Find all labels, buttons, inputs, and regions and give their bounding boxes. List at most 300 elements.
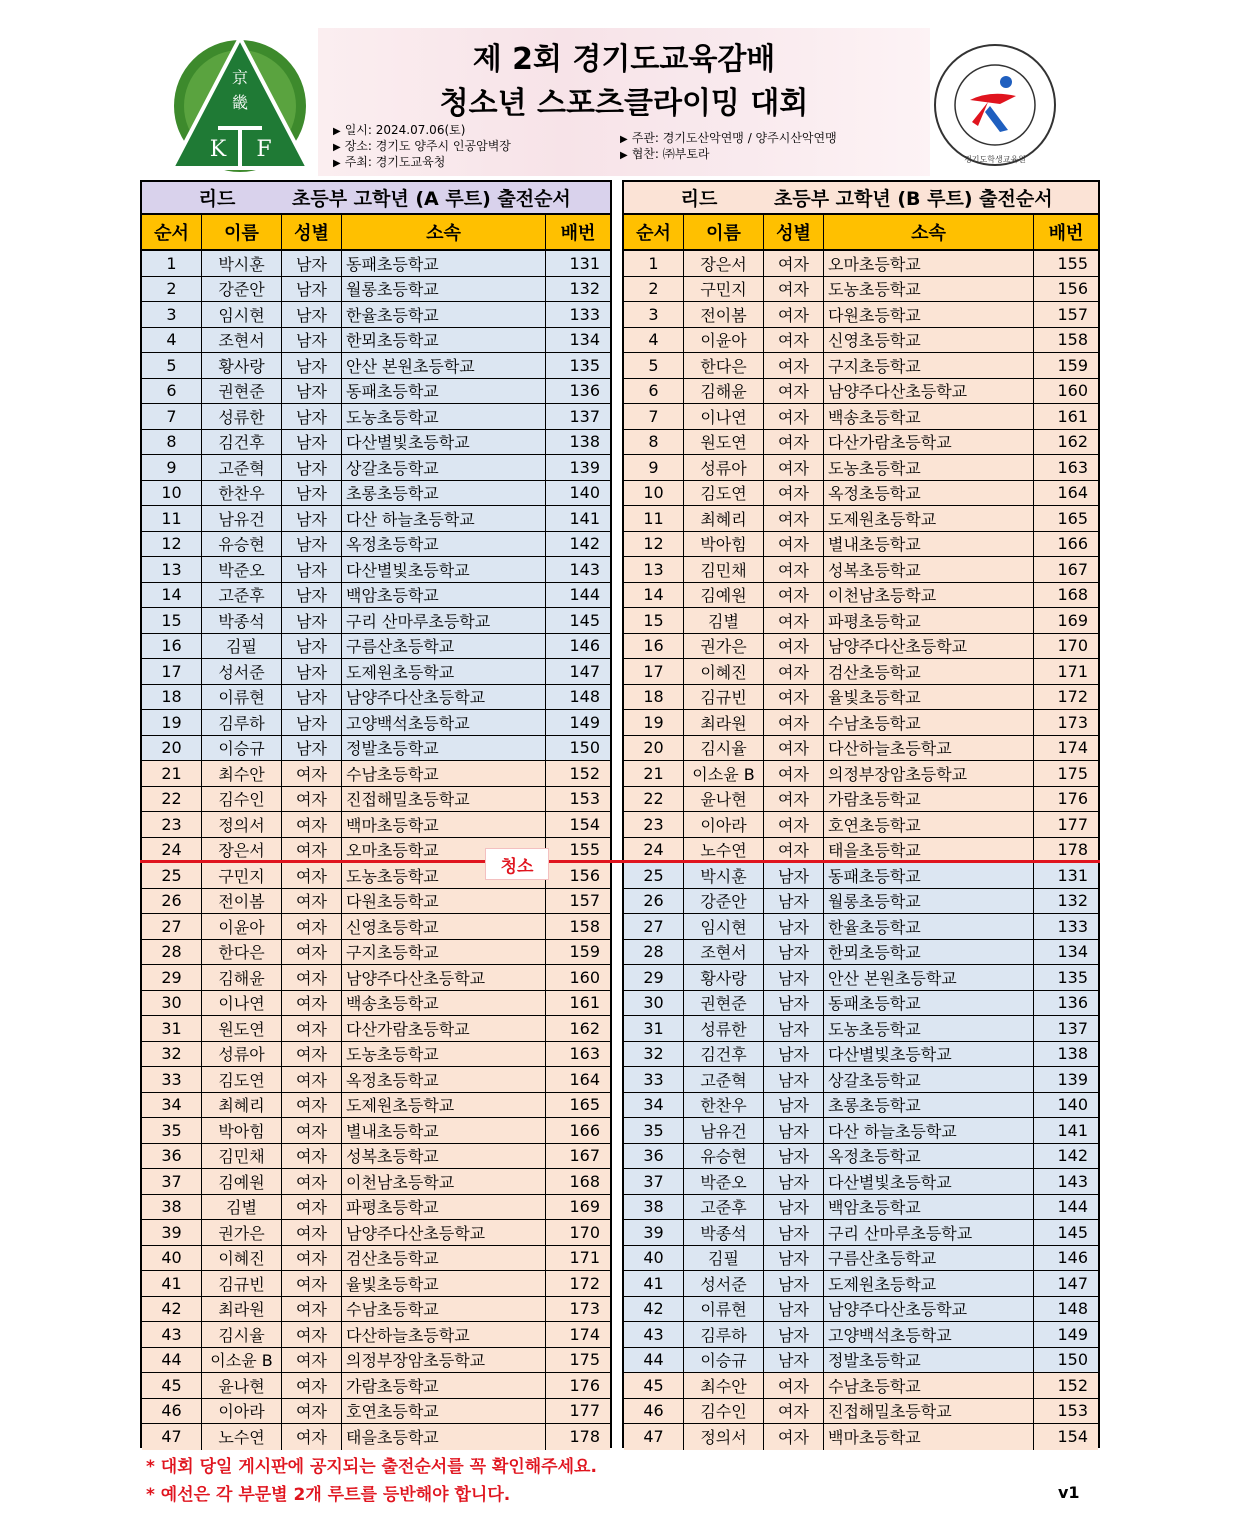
cell-school: 백암초등학교 [824,1195,1034,1220]
cell-bib: 166 [569,1120,600,1140]
cell-order: 10 [142,481,202,506]
cell-school: 도농초등학교 [342,404,546,429]
table-row [624,328,1098,354]
cell-name: 김민채 [684,557,764,582]
table-row [142,736,610,762]
cell-gender: 남자 [764,1195,824,1220]
cell-name: 강준안 [684,889,764,914]
cell-name: 황사랑 [202,353,282,378]
cell-gender: 남자 [282,506,342,531]
cell-gender: 남자 [282,251,342,276]
cell-name: 최혜리 [202,1093,282,1118]
cell-name: 유승현 [684,1144,764,1169]
cell-name: 강준안 [202,277,282,302]
cell-name: 김수인 [202,787,282,812]
table-row [624,659,1098,685]
table-row [624,787,1098,813]
cell-gender: 남자 [282,353,342,378]
table-row [142,1093,610,1119]
table-row [142,1067,610,1093]
cell-order: 11 [624,506,684,531]
cell-gender: 남자 [282,455,342,480]
table-row [142,634,610,660]
cell-order: 15 [624,608,684,633]
cell-school: 구지초등학교 [342,940,546,965]
cell-name: 성류아 [684,455,764,480]
cell-gender: 남자 [282,302,342,327]
table-row [624,1042,1098,1068]
cell-name: 박시훈 [684,863,764,888]
table-row [624,251,1098,277]
cell-order: 42 [142,1297,202,1322]
cell-school: 한율초등학교 [824,914,1034,939]
table-row [624,430,1098,456]
cell-school: 성복초등학교 [824,557,1034,582]
cell-gender: 여자 [282,1220,342,1245]
cell-gender: 남자 [282,634,342,659]
cell-name: 권현준 [202,379,282,404]
cell-name: 김건후 [684,1042,764,1067]
cell-order: 46 [624,1399,684,1424]
cell-school: 도농초등학교 [824,1016,1034,1041]
table-row [142,710,610,736]
cell-school: 남양주다산초등학교 [824,634,1034,659]
cell-order: 1 [142,251,202,276]
table-row [624,1373,1098,1399]
cell-order: 9 [624,455,684,480]
cell-name: 김필 [202,634,282,659]
cell-gender: 여자 [282,1195,342,1220]
cell-gender: 여자 [282,940,342,965]
cell-school: 상갈초등학교 [342,455,546,480]
cell-gender: 여자 [282,787,342,812]
cell-order: 2 [624,277,684,302]
cell-order: 31 [624,1016,684,1041]
svg-text:京: 京 [231,68,249,87]
cell-school: 태을초등학교 [342,1424,546,1450]
cell-school: 옥정초등학교 [342,1067,546,1092]
cell-gender: 여자 [764,404,824,429]
cell-bib: 158 [569,916,600,936]
cell-name: 윤나현 [684,787,764,812]
cell-order: 38 [624,1195,684,1220]
cell-name: 김규빈 [202,1271,282,1296]
table-row [624,506,1098,532]
cell-bib: 158 [1057,330,1088,350]
cell-order: 8 [624,430,684,455]
cell-bib: 144 [569,585,600,605]
cell-name: 장은서 [202,838,282,863]
cell-gender: 여자 [282,863,342,888]
cell-school: 검산초등학교 [342,1246,546,1271]
table-row [624,608,1098,634]
cell-name: 남유건 [684,1118,764,1143]
cell-school: 수남초등학교 [824,710,1034,735]
cell-bib: 157 [569,891,600,911]
cell-order: 24 [624,838,684,863]
cell-name: 한다은 [202,940,282,965]
cell-school: 남양주다산초등학교 [342,965,546,990]
cell-gender: 남자 [282,404,342,429]
cell-bib: 148 [569,687,600,707]
table-row [624,812,1098,838]
table-row [624,583,1098,609]
cell-school: 남양주다산초등학교 [342,1220,546,1245]
table-row [624,481,1098,507]
table-row [624,736,1098,762]
cell-gender: 여자 [764,379,824,404]
cell-name: 김건후 [202,430,282,455]
cell-order: 3 [624,302,684,327]
table-b-header [624,215,1098,251]
table-row [142,455,610,481]
cell-bib: 170 [1057,636,1088,656]
col-order: 순서 [624,215,684,249]
cell-name: 이승규 [202,736,282,761]
cell-school: 도제원초등학교 [824,1271,1034,1296]
cell-school: 다산 하늘초등학교 [342,506,546,531]
cell-name: 박아힘 [684,532,764,557]
cell-bib: 165 [569,1095,600,1115]
cell-name: 이나연 [684,404,764,429]
cell-bib: 171 [1057,661,1088,681]
cell-bib: 170 [569,1222,600,1242]
cell-gender: 여자 [282,838,342,863]
cell-bib: 131 [1057,865,1088,885]
cell-school: 정발초등학교 [342,736,546,761]
cell-gender: 남자 [764,1271,824,1296]
cell-order: 43 [624,1322,684,1347]
cell-order: 41 [624,1271,684,1296]
cell-school: 수남초등학교 [342,1297,546,1322]
cell-bib: 138 [1057,1044,1088,1064]
cell-bib: 164 [569,1069,600,1089]
cell-order: 33 [142,1067,202,1092]
cell-bib: 133 [1057,916,1088,936]
cell-school: 오마초등학교 [824,251,1034,276]
cell-gender: 남자 [282,481,342,506]
cell-order: 15 [142,608,202,633]
cell-order: 25 [142,863,202,888]
cell-gender: 남자 [282,736,342,761]
cell-school: 안산 본원초등학교 [824,965,1034,990]
cell-name: 김시율 [684,736,764,761]
start-order-table-a [140,180,612,1448]
cell-order: 10 [624,481,684,506]
col-gender: 성별 [282,215,342,249]
table-row [142,787,610,813]
cell-bib: 136 [1057,993,1088,1013]
svg-text:경기도학생교육원: 경기도학생교육원 [964,155,1026,164]
table-row [142,430,610,456]
cell-gender: 여자 [764,812,824,837]
cell-order: 37 [624,1169,684,1194]
cell-name: 노수연 [202,1424,282,1450]
cell-order: 8 [142,430,202,455]
cell-school: 신영초등학교 [342,914,546,939]
cell-order: 12 [624,532,684,557]
cell-gender: 여자 [764,557,824,582]
cell-school: 안산 본원초등학교 [342,353,546,378]
start-order-table-b [622,180,1100,1448]
cell-name: 노수연 [684,838,764,863]
table-row [142,404,610,430]
cell-bib: 156 [1057,279,1088,299]
cell-gender: 여자 [764,787,824,812]
cell-name: 김민채 [202,1144,282,1169]
cell-name: 구민지 [684,277,764,302]
cell-gender: 남자 [282,710,342,735]
cell-order: 26 [142,889,202,914]
cell-order: 42 [624,1297,684,1322]
table-row [624,1271,1098,1297]
cell-bib: 152 [569,763,600,783]
cell-order: 9 [142,455,202,480]
cell-gender: 남자 [282,583,342,608]
cell-name: 유승현 [202,532,282,557]
cell-school: 월롱초등학교 [824,889,1034,914]
table-row [142,608,610,634]
col-name: 이름 [684,215,764,249]
cell-bib: 146 [1057,1248,1088,1268]
cell-order: 45 [142,1373,202,1398]
cell-bib: 139 [569,457,600,477]
cell-name: 이류현 [202,685,282,710]
cell-school: 동패초등학교 [342,379,546,404]
cell-gender: 남자 [282,685,342,710]
cell-order: 28 [142,940,202,965]
cell-school: 한뫼초등학교 [342,328,546,353]
cell-gender: 여자 [764,634,824,659]
cell-name: 고준후 [202,583,282,608]
cell-name: 성서준 [202,659,282,684]
federation-logo [160,28,320,178]
cell-order: 24 [142,838,202,863]
cell-order: 25 [624,863,684,888]
cell-bib: 176 [1057,789,1088,809]
cell-order: 33 [624,1067,684,1092]
cell-gender: 여자 [282,1093,342,1118]
cell-gender: 여자 [764,1399,824,1424]
info-sponsor: ▶ 협찬: ㈜부토라 [620,147,710,161]
table-row [624,685,1098,711]
cell-order: 21 [142,761,202,786]
cell-school: 도제원초등학교 [342,1093,546,1118]
cell-bib: 166 [1057,534,1088,554]
cell-school: 구지초등학교 [824,353,1034,378]
cell-school: 동패초등학교 [824,991,1034,1016]
cell-name: 김루하 [202,710,282,735]
table-row [142,1322,610,1348]
cell-gender: 여자 [764,1424,824,1450]
cell-order: 41 [142,1271,202,1296]
cell-gender: 남자 [764,1246,824,1271]
cell-bib: 139 [1057,1069,1088,1089]
svg-text:K: K [209,137,227,162]
table-row [624,1067,1098,1093]
table-row [142,557,610,583]
cell-bib: 141 [1057,1120,1088,1140]
table-row [142,1373,610,1399]
table-row [142,583,610,609]
cell-school: 진접해밀초등학교 [342,787,546,812]
cell-gender: 여자 [764,455,824,480]
cell-bib: 147 [569,661,600,681]
table-row [624,353,1098,379]
cell-name: 조현서 [684,940,764,965]
table-row [142,1246,610,1272]
cell-gender: 여자 [764,761,824,786]
cell-gender: 여자 [282,965,342,990]
cell-order: 12 [142,532,202,557]
cell-name: 이소윤 B [684,761,764,786]
cell-order: 32 [142,1042,202,1067]
cell-bib: 161 [1057,406,1088,426]
cell-school: 고양백석초등학교 [824,1322,1034,1347]
table-row [142,1169,610,1195]
cell-school: 율빛초등학교 [824,685,1034,710]
cell-school: 의정부장암초등학교 [342,1348,546,1373]
cell-name: 김도연 [202,1067,282,1092]
col-gender: 성별 [764,215,824,249]
cell-bib: 162 [1057,432,1088,452]
cell-order: 7 [142,404,202,429]
cell-order: 31 [142,1016,202,1041]
institute-logo [930,40,1060,170]
cell-name: 이승규 [684,1348,764,1373]
cell-name: 이아라 [202,1399,282,1424]
cell-name: 권가은 [684,634,764,659]
cell-school: 남양주다산초등학교 [824,1297,1034,1322]
cell-school: 백암초등학교 [342,583,546,608]
cell-school: 다원초등학교 [824,302,1034,327]
cell-order: 23 [624,812,684,837]
cell-name: 장은서 [684,251,764,276]
svg-text:畿: 畿 [231,93,249,112]
cell-order: 44 [624,1348,684,1373]
cell-order: 4 [142,328,202,353]
note-two-routes: * 예선은 각 부문별 2개 루트를 등반해야 합니다. [146,1485,511,1505]
cell-gender: 여자 [764,481,824,506]
cell-order: 6 [624,379,684,404]
cell-school: 의정부장암초등학교 [824,761,1034,786]
cell-name: 성류한 [202,404,282,429]
cell-school: 남양주다산초등학교 [342,685,546,710]
table-row [624,710,1098,736]
table-row [624,863,1098,889]
cell-order: 13 [142,557,202,582]
col-school: 소속 [342,215,546,249]
cell-bib: 156 [569,865,600,885]
info-left [333,123,511,171]
cell-name: 김루하 [684,1322,764,1347]
cell-bib: 177 [569,1401,600,1421]
cell-bib: 162 [569,1018,600,1038]
cell-name: 박아힘 [202,1118,282,1143]
cell-order: 27 [142,914,202,939]
cell-school: 초롱초등학교 [342,481,546,506]
cell-gender: 남자 [764,965,824,990]
cell-school: 호연초등학교 [824,812,1034,837]
cell-name: 고준혁 [684,1067,764,1092]
cell-gender: 남자 [764,1348,824,1373]
table-row [142,328,610,354]
cell-order: 26 [624,889,684,914]
cell-bib: 155 [1057,253,1088,273]
cell-bib: 171 [569,1248,600,1268]
cell-school: 오마초등학교 [342,838,546,863]
info-date: ▶ 일시: 2024.07.06(토) [333,123,466,137]
cell-school: 이천남초등학교 [342,1169,546,1194]
cell-school: 다산하늘초등학교 [342,1322,546,1347]
table-row [624,1169,1098,1195]
cell-bib: 177 [1057,814,1088,834]
cell-bib: 172 [1057,687,1088,707]
cell-gender: 남자 [764,1118,824,1143]
cell-order: 18 [142,685,202,710]
cell-bib: 138 [569,432,600,452]
cell-bib: 153 [1057,1401,1088,1421]
cell-order: 44 [142,1348,202,1373]
cell-bib: 168 [569,1171,600,1191]
cell-school: 태을초등학교 [824,838,1034,863]
cell-bib: 175 [569,1350,600,1370]
table-a-title: 리드 초등부 고학년 (A 루트) 출전순서 [142,182,610,215]
cell-gender: 남자 [764,1093,824,1118]
cell-bib: 167 [569,1146,600,1166]
cell-name: 한찬우 [684,1093,764,1118]
cell-gender: 여자 [282,812,342,837]
cell-name: 김예원 [202,1169,282,1194]
cell-gender: 남자 [764,914,824,939]
cell-order: 19 [142,710,202,735]
table-row [142,659,610,685]
cell-gender: 여자 [282,1399,342,1424]
cell-bib: 154 [569,814,600,834]
cell-name: 최라원 [202,1297,282,1322]
cell-order: 29 [624,965,684,990]
cell-name: 정의서 [684,1424,764,1450]
cell-name: 윤나현 [202,1373,282,1398]
info-host: ▶ 주최: 경기도교육청 [333,155,446,169]
table-row [142,1144,610,1170]
info-right [620,131,837,163]
cell-bib: 135 [569,355,600,375]
cell-name: 구민지 [202,863,282,888]
cell-name: 박종석 [202,608,282,633]
cell-school: 다산가람초등학교 [824,430,1034,455]
cell-gender: 남자 [764,1016,824,1041]
cell-name: 이류현 [684,1297,764,1322]
cell-bib: 149 [569,712,600,732]
cell-order: 30 [624,991,684,1016]
table-row [142,1118,610,1144]
cell-order: 34 [142,1093,202,1118]
cell-school: 수남초등학교 [342,761,546,786]
table-row [142,379,610,405]
cell-school: 구리 산마루초등학교 [342,608,546,633]
col-bib: 배번 [560,223,596,244]
table-row [142,1016,610,1042]
table-row [142,481,610,507]
table-row [624,1246,1098,1272]
cell-bib: 145 [569,610,600,630]
cell-name: 박준오 [684,1169,764,1194]
cell-bib: 167 [1057,559,1088,579]
cell-name: 전이봄 [202,889,282,914]
version-label: v1 [1058,1483,1080,1502]
cell-order: 20 [624,736,684,761]
